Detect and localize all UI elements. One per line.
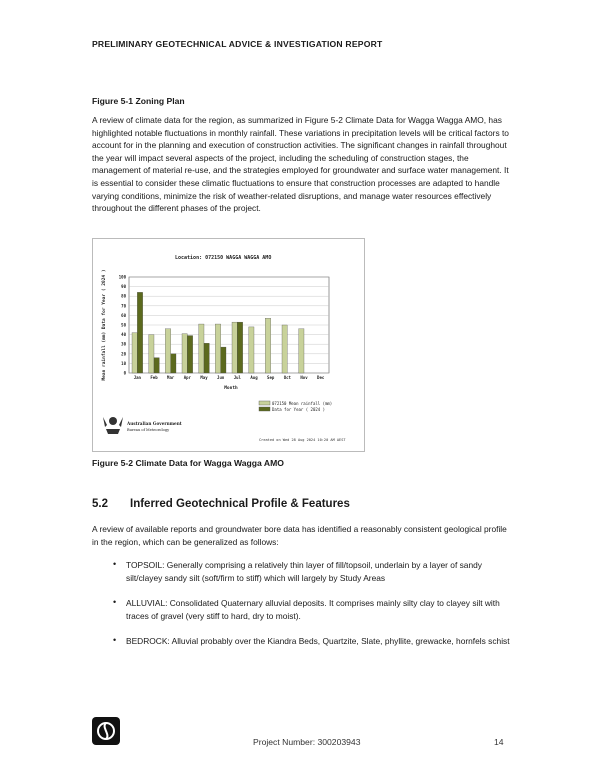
section-title: Inferred Geotechnical Profile & Features — [130, 498, 350, 510]
bar-mean-jul — [232, 322, 237, 373]
y-tick-label: 100 — [118, 274, 126, 280]
climate-chart-figure — [92, 238, 365, 452]
x-tick-label: Oct — [283, 375, 291, 380]
project-number: Project Number: 300203943 — [253, 737, 361, 747]
x-tick-label: Apr — [183, 375, 191, 380]
bullet-marker: • — [113, 559, 117, 569]
profile-intro-paragraph: A review of available reports and groundwater bore data has identified a reasonably consistent geological profile in the region, which can be generalized as follows: — [92, 524, 507, 547]
x-tick-label: Dec — [317, 375, 325, 380]
bullet-marker: • — [113, 597, 117, 607]
legend-swatch-mean — [259, 401, 270, 405]
y-tick-label: 60 — [121, 312, 126, 318]
bar-mean-nov — [299, 329, 304, 373]
bar-mean-feb — [149, 335, 154, 373]
y-tick-label: 70 — [121, 303, 126, 309]
y-tick-label: 50 — [121, 322, 126, 328]
bar-mean-jan — [132, 333, 137, 373]
bar-mean-sep — [265, 318, 270, 373]
y-axis-ticks — [119, 275, 127, 376]
bar-mean-mar — [165, 329, 170, 373]
chart-created-footer: Created on Wed 28 Aug 2024 10:20 AM AEST — [259, 438, 346, 442]
climate-paragraph: A review of climate data for the region, as summarized in Figure 5-2 Climate Data for Wagga Wagga AMO, has highlighted notable fluctuations in monthly rainfall. These variations in precipitation levels will be critical factors to account for in the planning and execution of construction activities. The significant changes in rainfall throughout the year will impact several aspects of the project, including the scheduling of construction stages, the management of material re-use, and the strategies employed for groundwater and surface water management. It is essential to consider these climatic fluctuations to ensure that construction processes are adapted to handle varying conditions, minimize the risk of weather-related disruptions, and manage water resources effectively throughout the different phases of the project. — [92, 115, 509, 214]
bar-year-may — [204, 343, 209, 373]
chart-legend — [259, 401, 332, 412]
bar-year-jan — [137, 292, 142, 373]
legend-label-mean: 072150 Mean rainfall (mm) — [272, 401, 333, 406]
y-tick-label: 20 — [121, 351, 126, 357]
bar-mean-aug — [249, 327, 254, 373]
y-tick-label: 90 — [121, 284, 126, 290]
y-tick-label: 0 — [123, 370, 126, 376]
y-tick-label: 80 — [121, 293, 126, 299]
x-tick-label: Aug — [250, 375, 258, 380]
x-tick-label: Jun — [217, 375, 225, 380]
x-axis-label: Month — [224, 386, 238, 391]
x-tick-label: Jul — [233, 375, 241, 380]
x-tick-label: Feb — [150, 375, 158, 380]
legend-swatch-year — [259, 407, 270, 411]
legend-label-year: Data for Year ( 2024 ) — [272, 407, 325, 412]
x-tick-label: May — [200, 375, 208, 380]
x-axis-ticks — [134, 375, 325, 380]
bullet-marker: • — [113, 635, 117, 645]
swirl-logo-icon — [92, 717, 120, 745]
section-number: 5.2 — [92, 498, 108, 510]
company-logo — [92, 717, 120, 745]
bullet-bedrock: BEDROCK: Alluvial probably over the Kiandra Beds, Quartzite, Slate, phyllite, grewacke, hornfels schist — [126, 636, 510, 646]
x-tick-label: Mar — [167, 375, 175, 380]
chart-title: Location: 072150 WAGGA WAGGA AMO — [175, 255, 272, 261]
bullet-alluvial: ALLUVIAL: Consolidated Quaternary alluvial deposits. It comprises mainly silty clay to clayey silt with traces of gravel (very stiff to hard, dry to moist). — [126, 598, 500, 621]
x-tick-label: Nov — [300, 375, 308, 380]
x-tick-label: Jan — [133, 375, 141, 380]
bar-year-apr — [187, 336, 192, 373]
figure-5-1-caption: Figure 5-1 Zoning Plan — [92, 96, 185, 106]
y-tick-label: 30 — [121, 341, 126, 347]
rainfall-chart — [93, 239, 364, 451]
bom-logo — [103, 417, 182, 434]
logo-government-text: Australian Government — [127, 421, 182, 426]
figure-5-2-caption: Figure 5-2 Climate Data for Wagga Wagga AMO — [92, 458, 284, 468]
y-axis-label: Mean rainfall (mm) Data for Year ( 2024 ) — [102, 269, 107, 381]
page-number: 14 — [494, 737, 504, 747]
x-tick-label: Sep — [267, 375, 275, 380]
bar-year-jul — [237, 322, 242, 373]
report-header-title: PRELIMINARY GEOTECHNICAL ADVICE & INVESTIGATION REPORT — [92, 39, 383, 49]
bar-mean-apr — [182, 334, 187, 373]
bar-year-jun — [221, 347, 226, 373]
bullet-topsoil: TOPSOIL: Generally comprising a relatively thin layer of fill/topsoil, underlain by a layer of sandy silt/clayey sandy silt (soft/firm to stiff) which will largely by Study Areas — [126, 560, 482, 583]
logo-bureau-text: Bureau of Meteorology — [127, 428, 170, 432]
bar-mean-oct — [282, 325, 287, 373]
coat-of-arms-icon — [103, 417, 123, 434]
bar-year-mar — [171, 354, 176, 373]
bar-mean-may — [199, 324, 204, 373]
bar-mean-jun — [215, 324, 220, 373]
bar-year-feb — [154, 358, 159, 373]
y-tick-label: 40 — [121, 332, 126, 338]
y-tick-label: 10 — [121, 360, 126, 366]
